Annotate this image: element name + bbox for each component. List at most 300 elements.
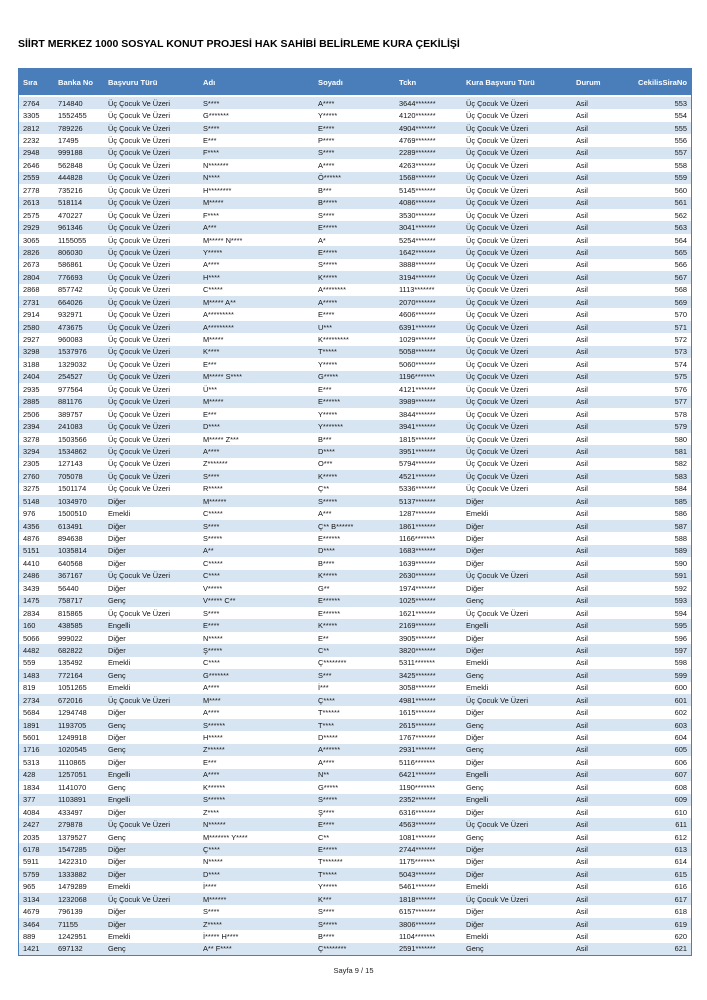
cell-durum: Asil xyxy=(576,869,588,879)
cell-basvuru-turu: Üç Çocuk Ve Üzeri xyxy=(108,98,171,108)
cell-kura-basvuru-turu: Diğer xyxy=(466,807,484,817)
cell-tckn: 1815******* xyxy=(399,434,436,444)
cell-soyadi: A**** xyxy=(318,160,335,170)
cell-durum: Asil xyxy=(576,347,588,357)
cell-cekilis-sira-no: 558 xyxy=(674,160,687,170)
cell-tckn: 5137******* xyxy=(399,496,436,506)
cell-sira: 4679 xyxy=(23,907,40,917)
cell-adi: Z******* xyxy=(203,459,228,469)
cell-basvuru-turu: Diğer xyxy=(108,869,126,879)
cell-adi: F**** xyxy=(203,148,220,158)
cell-adi: Ç**** xyxy=(203,844,220,854)
cell-adi: A**** xyxy=(203,683,220,693)
cell-soyadi: Y***** xyxy=(318,409,338,419)
cell-durum: Asil xyxy=(576,658,588,668)
cell-cekilis-sira-no: 619 xyxy=(674,919,687,929)
cell-tckn: 1639******* xyxy=(399,558,436,568)
cell-durum: Asil xyxy=(576,198,588,208)
cell-soyadi: A**** xyxy=(318,98,335,108)
cell-soyadi: G** xyxy=(318,583,330,593)
cell-banka-no: 857742 xyxy=(58,285,83,295)
cell-banka-no: 977564 xyxy=(58,384,83,394)
cell-basvuru-turu: Emekli xyxy=(108,932,131,942)
cell-cekilis-sira-no: 557 xyxy=(674,148,687,158)
cell-cekilis-sira-no: 605 xyxy=(674,745,687,755)
cell-durum: Asil xyxy=(576,571,588,581)
cell-tckn: 2289******* xyxy=(399,148,436,158)
cell-banka-no: 1232068 xyxy=(58,894,87,904)
cell-basvuru-turu: Üç Çocuk Ve Üzeri xyxy=(108,471,171,481)
table-row xyxy=(19,159,691,171)
cell-durum: Asil xyxy=(576,446,588,456)
cell-durum: Asil xyxy=(576,534,588,544)
cell-kura-basvuru-turu: Üç Çocuk Ve Üzeri xyxy=(466,173,529,183)
cell-durum: Asil xyxy=(576,384,588,394)
cell-adi: S**** xyxy=(203,907,220,917)
cell-adi: V***** xyxy=(203,583,223,593)
table-row xyxy=(19,781,691,793)
cell-tckn: 4086******* xyxy=(399,198,436,208)
cell-sira: 377 xyxy=(23,795,36,805)
cell-banka-no: 815865 xyxy=(58,608,83,618)
cell-durum: Asil xyxy=(576,708,588,718)
cell-banka-no: 705078 xyxy=(58,471,83,481)
header-cell-basvuru-turu: Başvuru Türü xyxy=(108,77,158,87)
cell-kura-basvuru-turu: Diğer xyxy=(466,708,484,718)
cell-kura-basvuru-turu: Emekli xyxy=(466,509,489,519)
cell-basvuru-turu: Diğer xyxy=(108,496,126,506)
cell-soyadi: B**** xyxy=(318,558,335,568)
cell-cekilis-sira-no: 583 xyxy=(674,471,687,481)
cell-tckn: 1861******* xyxy=(399,521,436,531)
cell-basvuru-turu: Üç Çocuk Ve Üzeri xyxy=(108,235,171,245)
cell-basvuru-turu: Üç Çocuk Ve Üzeri xyxy=(108,434,171,444)
cell-kura-basvuru-turu: Üç Çocuk Ve Üzeri xyxy=(466,397,529,407)
cell-kura-basvuru-turu: Üç Çocuk Ve Üzeri xyxy=(466,422,529,432)
cell-kura-basvuru-turu: Üç Çocuk Ve Üzeri xyxy=(466,484,529,494)
cell-cekilis-sira-no: 566 xyxy=(674,260,687,270)
cell-tckn: 5254******* xyxy=(399,235,436,245)
cell-durum: Asil xyxy=(576,496,588,506)
cell-soyadi: E****** xyxy=(318,534,341,544)
cell-basvuru-turu: Üç Çocuk Ve Üzeri xyxy=(108,272,171,282)
cell-cekilis-sira-no: 568 xyxy=(674,285,687,295)
cell-basvuru-turu: Diğer xyxy=(108,645,126,655)
table-row xyxy=(19,470,691,482)
cell-tckn: 1025******* xyxy=(399,596,436,606)
cell-tckn: 4769******* xyxy=(399,136,436,146)
cell-cekilis-sira-no: 590 xyxy=(674,558,687,568)
cell-kura-basvuru-turu: Üç Çocuk Ve Üzeri xyxy=(466,571,529,581)
cell-sira: 1483 xyxy=(23,670,40,680)
cell-adi: S****** xyxy=(203,720,226,730)
table-row xyxy=(19,868,691,880)
cell-sira: 2935 xyxy=(23,384,40,394)
cell-banka-no: 960083 xyxy=(58,335,83,345)
cell-basvuru-turu: Genç xyxy=(108,832,126,842)
cell-adi: Ü*** xyxy=(203,384,217,394)
cell-banka-no: 1552455 xyxy=(58,111,87,121)
table-row xyxy=(19,706,691,718)
cell-adi: A** F**** xyxy=(203,944,232,954)
cell-adi: S**** xyxy=(203,471,220,481)
cell-tckn: 5145******* xyxy=(399,185,436,195)
cell-cekilis-sira-no: 612 xyxy=(674,832,687,842)
cell-banka-no: 1547285 xyxy=(58,844,87,854)
cell-adi: H**** xyxy=(203,272,220,282)
table-row xyxy=(19,607,691,619)
cell-basvuru-turu: Üç Çocuk Ve Üzeri xyxy=(108,210,171,220)
cell-sira: 6178 xyxy=(23,844,40,854)
cell-banka-no: 241083 xyxy=(58,422,83,432)
cell-banka-no: 17495 xyxy=(58,136,79,146)
cell-banka-no: 1537976 xyxy=(58,347,87,357)
cell-basvuru-turu: Üç Çocuk Ve Üzeri xyxy=(108,173,171,183)
cell-tckn: 3989******* xyxy=(399,397,436,407)
cell-basvuru-turu: Genç xyxy=(108,670,126,680)
cell-durum: Asil xyxy=(576,123,588,133)
table-row xyxy=(19,806,691,818)
cell-cekilis-sira-no: 574 xyxy=(674,359,687,369)
cell-kura-basvuru-turu: Üç Çocuk Ve Üzeri xyxy=(466,235,529,245)
cell-cekilis-sira-no: 589 xyxy=(674,546,687,556)
cell-sira: 2673 xyxy=(23,260,40,270)
cell-banka-no: 697132 xyxy=(58,944,83,954)
cell-banka-no: 664026 xyxy=(58,297,83,307)
cell-basvuru-turu: Üç Çocuk Ve Üzeri xyxy=(108,322,171,332)
cell-banka-no: 613491 xyxy=(58,521,83,531)
cell-kura-basvuru-turu: Diğer xyxy=(466,583,484,593)
cell-basvuru-turu: Engelli xyxy=(108,621,131,631)
cell-tckn: 5060******* xyxy=(399,359,436,369)
cell-banka-no: 518114 xyxy=(58,198,83,208)
cell-durum: Asil xyxy=(576,720,588,730)
cell-sira: 5148 xyxy=(23,496,40,506)
cell-basvuru-turu: Diğer xyxy=(108,583,126,593)
cell-soyadi: B*** xyxy=(318,185,332,195)
cell-banka-no: 758717 xyxy=(58,596,83,606)
table-row xyxy=(19,147,691,159)
cell-cekilis-sira-no: 609 xyxy=(674,795,687,805)
cell-basvuru-turu: Üç Çocuk Ve Üzeri xyxy=(108,285,171,295)
cell-durum: Asil xyxy=(576,857,588,867)
cell-tckn: 1166******* xyxy=(399,534,436,544)
cell-durum: Asil xyxy=(576,322,588,332)
cell-basvuru-turu: Diğer xyxy=(108,807,126,817)
cell-kura-basvuru-turu: Diğer xyxy=(466,521,484,531)
cell-banka-no: 776693 xyxy=(58,272,83,282)
cell-sira: 2885 xyxy=(23,397,40,407)
cell-adi: A*** xyxy=(203,223,217,233)
cell-cekilis-sira-no: 572 xyxy=(674,335,687,345)
table-row xyxy=(19,358,691,370)
header-cell-kura-basvuru-turu: Kura Başvuru Türü xyxy=(466,77,535,87)
cell-basvuru-turu: Diğer xyxy=(108,907,126,917)
cell-cekilis-sira-no: 595 xyxy=(674,621,687,631)
cell-kura-basvuru-turu: Diğer xyxy=(466,844,484,854)
cell-basvuru-turu: Üç Çocuk Ve Üzeri xyxy=(108,136,171,146)
cell-tckn: 1683******* xyxy=(399,546,436,556)
cell-adi: A**** xyxy=(203,770,220,780)
cell-kura-basvuru-turu: Üç Çocuk Ve Üzeri xyxy=(466,210,529,220)
cell-sira: 3188 xyxy=(23,359,40,369)
cell-banka-no: 473675 xyxy=(58,322,83,332)
cell-cekilis-sira-no: 556 xyxy=(674,136,687,146)
cell-sira: 2035 xyxy=(23,832,40,842)
cell-adi: E*** xyxy=(203,359,217,369)
cell-kura-basvuru-turu: Diğer xyxy=(466,757,484,767)
cell-basvuru-turu: Üç Çocuk Ve Üzeri xyxy=(108,198,171,208)
cell-soyadi: S***** xyxy=(318,795,338,805)
cell-soyadi: E***** xyxy=(318,844,338,854)
cell-banka-no: 1141070 xyxy=(58,782,87,792)
cell-sira: 2731 xyxy=(23,297,40,307)
cell-soyadi: D**** xyxy=(318,446,335,456)
cell-adi: S**** xyxy=(203,608,220,618)
cell-tckn: 2352******* xyxy=(399,795,436,805)
table-row xyxy=(19,818,691,830)
cell-banka-no: 672016 xyxy=(58,695,83,705)
cell-tckn: 2070******* xyxy=(399,297,436,307)
table-row xyxy=(19,259,691,271)
cell-soyadi: S**** xyxy=(318,210,335,220)
cell-kura-basvuru-turu: Üç Çocuk Ve Üzeri xyxy=(466,695,529,705)
cell-basvuru-turu: Üç Çocuk Ve Üzeri xyxy=(108,372,171,382)
cell-durum: Asil xyxy=(576,733,588,743)
cell-durum: Asil xyxy=(576,596,588,606)
cell-durum: Asil xyxy=(576,422,588,432)
cell-soyadi: T****** xyxy=(318,708,340,718)
cell-durum: Asil xyxy=(576,136,588,146)
cell-soyadi: D***** xyxy=(318,733,338,743)
cell-adi: Z**** xyxy=(203,807,220,817)
cell-kura-basvuru-turu: Üç Çocuk Ve Üzeri xyxy=(466,198,529,208)
cell-durum: Asil xyxy=(576,907,588,917)
cell-durum: Asil xyxy=(576,832,588,842)
cell-tckn: 1190******* xyxy=(399,782,436,792)
cell-durum: Asil xyxy=(576,894,588,904)
cell-cekilis-sira-no: 614 xyxy=(674,857,687,867)
cell-durum: Asil xyxy=(576,210,588,220)
table-row xyxy=(19,284,691,296)
cell-cekilis-sira-no: 581 xyxy=(674,446,687,456)
cell-cekilis-sira-no: 613 xyxy=(674,844,687,854)
table-row xyxy=(19,321,691,333)
cell-sira: 2948 xyxy=(23,148,40,158)
cell-adi: H***** xyxy=(203,733,223,743)
cell-sira: 976 xyxy=(23,509,36,519)
cell-banka-no: 279878 xyxy=(58,820,83,830)
cell-adi: M***** A** xyxy=(203,297,236,307)
cell-soyadi: T***** xyxy=(318,347,337,357)
cell-tckn: 4606******* xyxy=(399,310,436,320)
cell-cekilis-sira-no: 603 xyxy=(674,720,687,730)
table-row xyxy=(19,595,691,607)
cell-durum: Asil xyxy=(576,260,588,270)
cell-sira: 3464 xyxy=(23,919,40,929)
cell-soyadi: E*** xyxy=(318,384,332,394)
cell-adi: İ***** H**** xyxy=(203,932,239,942)
cell-tckn: 3941******* xyxy=(399,422,436,432)
cell-basvuru-turu: Üç Çocuk Ve Üzeri xyxy=(108,185,171,195)
cell-tckn: 1175******* xyxy=(399,857,436,867)
cell-banka-no: 1294748 xyxy=(58,708,87,718)
cell-adi: A**** xyxy=(203,446,220,456)
cell-banka-no: 389757 xyxy=(58,409,83,419)
cell-durum: Asil xyxy=(576,558,588,568)
cell-adi: D**** xyxy=(203,422,220,432)
cell-tckn: 3951******* xyxy=(399,446,436,456)
cell-banka-no: 1501174 xyxy=(58,484,87,494)
table-row xyxy=(19,943,691,955)
cell-banka-no: 127143 xyxy=(58,459,83,469)
cell-kura-basvuru-turu: Diğer xyxy=(466,534,484,544)
cell-durum: Asil xyxy=(576,409,588,419)
cell-banka-no: 444828 xyxy=(58,173,83,183)
cell-banka-no: 367167 xyxy=(58,571,83,581)
cell-basvuru-turu: Üç Çocuk Ve Üzeri xyxy=(108,260,171,270)
cell-tckn: 1196******* xyxy=(399,372,436,382)
cell-adi: E*** xyxy=(203,409,217,419)
cell-soyadi: G***** xyxy=(318,372,339,382)
cell-soyadi: G***** xyxy=(318,782,339,792)
cell-basvuru-turu: Üç Çocuk Ve Üzeri xyxy=(108,297,171,307)
cell-basvuru-turu: Üç Çocuk Ve Üzeri xyxy=(108,310,171,320)
cell-soyadi: Ş**** xyxy=(318,807,335,817)
cell-adi: S**** xyxy=(203,521,220,531)
cell-banka-no: 470227 xyxy=(58,210,83,220)
cell-tckn: 2591******* xyxy=(399,944,436,954)
cell-durum: Asil xyxy=(576,272,588,282)
cell-soyadi: Ö****** xyxy=(318,173,342,183)
cell-tckn: 6391******* xyxy=(399,322,436,332)
cell-sira: 4482 xyxy=(23,645,40,655)
cell-sira: 1716 xyxy=(23,745,40,755)
cell-cekilis-sira-no: 582 xyxy=(674,459,687,469)
cell-sira: 3298 xyxy=(23,347,40,357)
cell-adi: K**** xyxy=(203,347,220,357)
cell-banka-no: 735216 xyxy=(58,185,83,195)
cell-banka-no: 135492 xyxy=(58,658,83,668)
cell-durum: Asil xyxy=(576,844,588,854)
cell-durum: Asil xyxy=(576,471,588,481)
header-cell-banka-no: Banka No xyxy=(58,77,94,87)
table-row xyxy=(19,396,691,408)
cell-sira: 1891 xyxy=(23,720,40,730)
cell-cekilis-sira-no: 588 xyxy=(674,534,687,544)
cell-banka-no: 586861 xyxy=(58,260,83,270)
cell-basvuru-turu: Genç xyxy=(108,596,126,606)
cell-durum: Asil xyxy=(576,335,588,345)
cell-sira: 3134 xyxy=(23,894,40,904)
cell-durum: Asil xyxy=(576,807,588,817)
cell-basvuru-turu: Diğer xyxy=(108,733,126,743)
cell-basvuru-turu: Üç Çocuk Ve Üzeri xyxy=(108,422,171,432)
cell-basvuru-turu: Üç Çocuk Ve Üzeri xyxy=(108,335,171,345)
table-row xyxy=(19,433,691,445)
cell-soyadi: U*** xyxy=(318,322,332,332)
table-row xyxy=(19,197,691,209)
cell-adi: S****** xyxy=(203,795,226,805)
cell-adi: İ**** xyxy=(203,882,217,892)
cell-adi: S**** xyxy=(203,123,220,133)
cell-banka-no: 1500510 xyxy=(58,509,87,519)
table-row xyxy=(19,582,691,594)
cell-adi: N******* xyxy=(203,160,229,170)
cell-kura-basvuru-turu: Üç Çocuk Ve Üzeri xyxy=(466,347,529,357)
table-row xyxy=(19,383,691,395)
cell-soyadi: S***** xyxy=(318,260,338,270)
cell-cekilis-sira-no: 599 xyxy=(674,670,687,680)
header-cell-tckn: Tckn xyxy=(399,77,417,87)
cell-basvuru-turu: Emekli xyxy=(108,509,131,519)
cell-durum: Asil xyxy=(576,782,588,792)
cell-kura-basvuru-turu: Diğer xyxy=(466,633,484,643)
cell-cekilis-sira-no: 561 xyxy=(674,198,687,208)
table-row xyxy=(19,644,691,656)
cell-sira: 1421 xyxy=(23,944,40,954)
cell-adi: C***** xyxy=(203,558,223,568)
cell-durum: Asil xyxy=(576,770,588,780)
cell-banka-no: 682822 xyxy=(58,645,83,655)
cell-kura-basvuru-turu: Üç Çocuk Ve Üzeri xyxy=(466,446,529,456)
cell-cekilis-sira-no: 597 xyxy=(674,645,687,655)
cell-soyadi: T**** xyxy=(318,720,335,730)
cell-cekilis-sira-no: 611 xyxy=(675,820,687,830)
cell-kura-basvuru-turu: Üç Çocuk Ve Üzeri xyxy=(466,335,529,345)
cell-durum: Asil xyxy=(576,546,588,556)
cell-sira: 5911 xyxy=(23,857,39,867)
cell-cekilis-sira-no: 577 xyxy=(674,397,687,407)
cell-banka-no: 1329032 xyxy=(58,359,87,369)
table-row xyxy=(19,632,691,644)
cell-sira: 2559 xyxy=(23,173,40,183)
header-cell-durum: Durum xyxy=(576,77,601,87)
cell-durum: Asil xyxy=(576,285,588,295)
cell-durum: Asil xyxy=(576,795,588,805)
cell-banka-no: 71155 xyxy=(58,919,79,929)
cell-durum: Asil xyxy=(576,148,588,158)
cell-kura-basvuru-turu: Üç Çocuk Ve Üzeri xyxy=(466,98,529,108)
cell-tckn: 3844******* xyxy=(399,409,436,419)
table-row xyxy=(19,669,691,681)
cell-cekilis-sira-no: 606 xyxy=(674,757,687,767)
cell-soyadi: K***** xyxy=(318,471,338,481)
cell-cekilis-sira-no: 563 xyxy=(674,223,687,233)
cell-kura-basvuru-turu: Genç xyxy=(466,720,484,730)
header-cell-cekilis-sira-no: CekilisSiraNo xyxy=(638,77,687,87)
cell-banka-no: 1503566 xyxy=(58,434,87,444)
cell-adi: F**** xyxy=(203,210,220,220)
cell-adi: C**** xyxy=(203,571,220,581)
cell-tckn: 1615******* xyxy=(399,708,436,718)
cell-adi: A** xyxy=(203,546,214,556)
cell-soyadi: E****** xyxy=(318,608,341,618)
table-row xyxy=(19,657,691,669)
cell-sira: 3305 xyxy=(23,111,40,121)
cell-banka-no: 1051265 xyxy=(58,683,87,693)
cell-durum: Asil xyxy=(576,757,588,767)
cell-basvuru-turu: Emekli xyxy=(108,683,131,693)
table-row xyxy=(19,172,691,184)
cell-sira: 1475 xyxy=(23,596,40,606)
cell-basvuru-turu: Üç Çocuk Ve Üzeri xyxy=(108,397,171,407)
cell-sira: 5151 xyxy=(23,546,40,556)
cell-cekilis-sira-no: 596 xyxy=(674,633,687,643)
cell-adi: E*** xyxy=(203,757,217,767)
cell-sira: 2764 xyxy=(23,98,40,108)
cell-banka-no: 999022 xyxy=(58,633,83,643)
